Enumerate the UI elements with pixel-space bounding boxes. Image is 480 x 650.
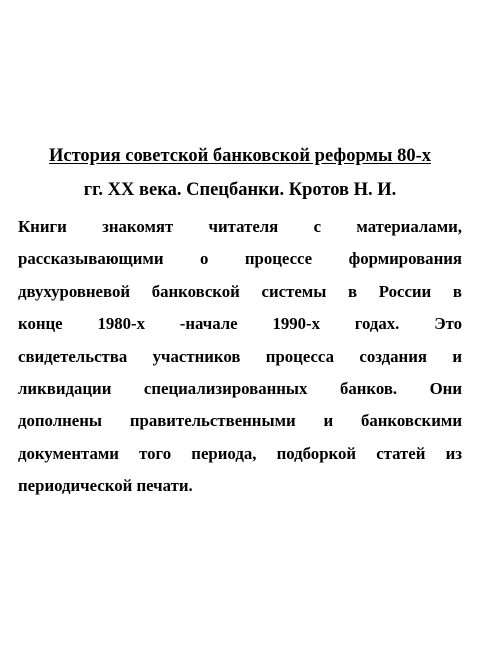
description-line: документами того периода, подборкой статей из	[18, 443, 462, 463]
description-line: двухуровневой банковской системы в России в	[18, 281, 462, 301]
description-line: ликвидации специализированных банков. Они	[18, 379, 462, 399]
title-line-2: гг. XX века. Спецбанки. Кротов Н. И.	[83, 180, 397, 200]
description-line: рассказывающими о процессе формирования	[18, 249, 462, 269]
description-line: свидетельства участников процесса создания и	[18, 346, 462, 366]
book-title	[18, 139, 462, 207]
description-line: Книги знакомят читателя с материалами,	[18, 217, 462, 236]
title-line-1: История советской банковской реформы 80-х	[48, 146, 432, 166]
book-description	[18, 211, 462, 503]
description-line: конце 1980-х -начале 1990-х годах. Это	[18, 314, 462, 334]
description-line: дополнены правительственными и банковскими	[18, 411, 462, 431]
description-line: периодической печати.	[18, 476, 193, 496]
